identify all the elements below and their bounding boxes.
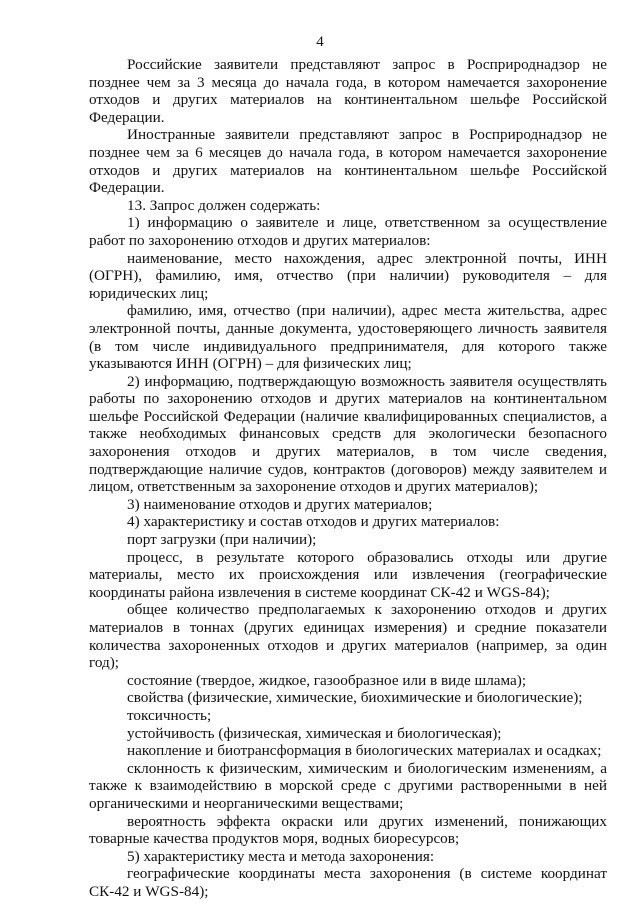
paragraph: фамилию, имя, отчество (при наличии), адрес места жительства, адрес электронной почты, данные документа, удостоверяющего личность заявителя (в том числе индивидуального предпринимателя, для которого также указываются ИНН (ОГРН) – для физических лиц; [89, 302, 607, 373]
paragraph: географические координаты места захоронения (в системе координат СК-42 и WGS-84); [89, 865, 607, 900]
paragraph: накопление и биотрансформация в биологических материалах и осадках; [127, 742, 602, 760]
document-body [89, 56, 607, 901]
paragraph: токсичность; [127, 706, 212, 724]
paragraph: 2) информацию, подтверждающую возможность заявителя осуществлять работы по захоронению отходов и других материалов на континентальном шельфе Российской Федерации (наличие квалифицированных специалистов, а также необходимых финансовых средств для экологически безопасного захоронения отходов и других материалов, в том числе сведения, подтверждающие наличие судов, контрактов (договоров) между заявителем и лицом, ответственным за захоронение отходов и других материалов); [89, 372, 607, 496]
paragraph: процесс, в результате которого образовались отходы или другие материалы, место их происхождения или извлечения (географические координаты района извлечения в системе координат СК-42 и WGS-84); [89, 548, 607, 601]
paragraph: 4) характеристику и состав отходов и других материалов: [127, 513, 500, 531]
paragraph: склонность к физическим, химическим и биологическим изменениям, а также к взаимодействию в морской среде с другими растворенными в ней органическими и неорганическими веществами; [89, 759, 607, 812]
paragraph: вероятность эффекта окраски или других изменений, понижающих товарные качества продуктов моря, водных биоресурсов; [89, 812, 607, 848]
paragraph: 3) наименование отходов и других материалов; [127, 495, 433, 513]
paragraph: Российские заявители представляют запрос в Росприроднадзор не позднее чем за 3 месяца до начала года, в котором намечается захоронение отходов и других материалов на континентальном шельфе Российской Федерации. [89, 56, 607, 126]
paragraph: 13. Запрос должен содержать: [127, 196, 321, 214]
paragraph: 1) информацию о заявителе и лице, ответственном за осуществление работ по захоронению отходов и других материалов: [89, 214, 607, 249]
paragraph: наименование, место нахождения, адрес электронной почты, ИНН (ОГРН), фамилию, имя, отчество (при наличии) руководителя – для юридических лиц; [89, 249, 607, 302]
paragraph: порт загрузки (при наличии); [127, 531, 317, 549]
paragraph: состояние (твердое, жидкое, газообразное или в виде шлама); [127, 671, 527, 689]
paragraph: 5) характеристику места и метода захоронения: [127, 847, 435, 865]
page-number: 4 [316, 34, 324, 50]
paragraph: устойчивость (физическая, химическая и биологическая); [127, 724, 502, 742]
paragraph: свойства (физические, химические, биохимические и биологические); [127, 689, 583, 707]
paragraph: Иностранные заявители представляют запрос в Росприроднадзор не позднее чем за 6 месяцев до начала года, в котором намечается захоронение отходов и других материалов на континентальном шельфе Российской Федерации. [89, 126, 607, 197]
paragraph: общее количество предполагаемых к захоронению отходов и других материалов в тоннах (других единицах измерения) и средние показатели количества захороненных отходов и других материалов (например, за один год); [89, 601, 607, 672]
